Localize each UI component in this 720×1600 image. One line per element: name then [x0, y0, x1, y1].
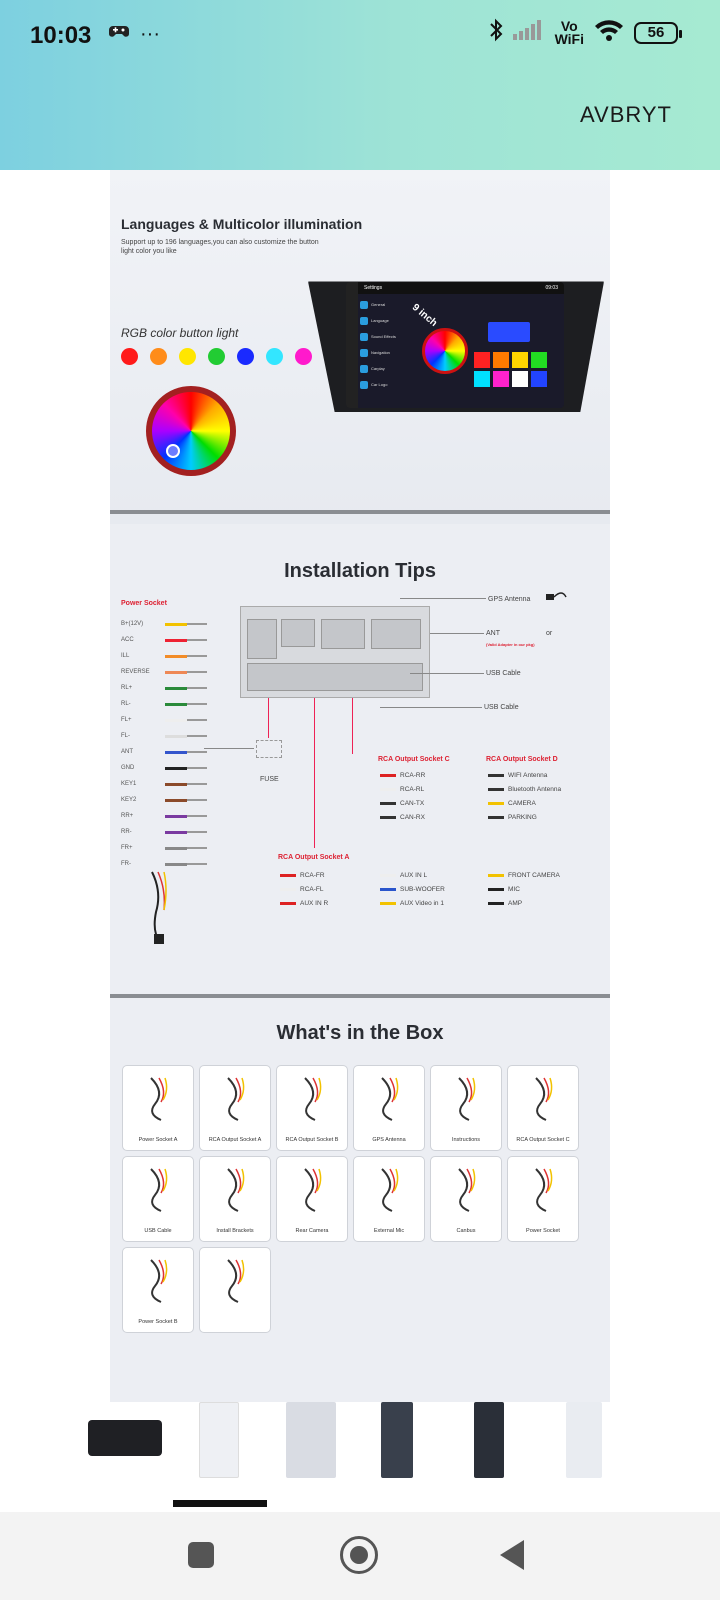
box-item-caption: Rear Camera [295, 1228, 329, 1234]
connector-item [280, 868, 328, 882]
wire-label: RL- [121, 701, 131, 707]
wire-row [121, 744, 207, 760]
wire-color-swatch [165, 687, 187, 690]
connector-line [314, 698, 315, 848]
aux-list [380, 868, 445, 910]
screen-menu-item [360, 378, 406, 391]
box-items-grid [122, 1065, 579, 1333]
box-item-illustration [449, 1167, 485, 1213]
wifi-icon [594, 19, 624, 46]
box-item-card [199, 1247, 271, 1333]
plug-icon [280, 888, 296, 891]
wire-line [187, 815, 207, 817]
box-item-caption: RCA Output Socket B [285, 1137, 339, 1143]
wire-row [121, 792, 207, 808]
screen-swatch [512, 371, 528, 387]
rca-d-title: RCA Output Socket D [486, 756, 558, 763]
box-item-caption: Power Socket B [138, 1319, 178, 1325]
leader-line [410, 673, 484, 674]
wire-label: RR- [121, 829, 132, 835]
connector-label: RCA-RR [400, 771, 426, 779]
box-item-card [507, 1156, 579, 1242]
connector-item [488, 768, 561, 782]
section-divider [110, 994, 610, 998]
languages-title: Languages & Multicolor illumination [121, 216, 363, 232]
more-notifications-icon: ··· [140, 22, 160, 45]
wire-color-swatch [165, 767, 187, 770]
menu-item-icon [360, 333, 368, 341]
or-label: or [546, 630, 553, 637]
wire-label: KEY2 [121, 797, 137, 803]
plug-icon [488, 802, 504, 805]
connector-item [380, 810, 425, 824]
wire-row [121, 696, 207, 712]
wire-label: FR+ [121, 845, 133, 851]
signal-icon [513, 20, 545, 45]
wire-line [187, 799, 207, 801]
gallery-thumbnail[interactable] [474, 1402, 504, 1478]
box-item-card [122, 1156, 194, 1242]
wire-row [121, 680, 207, 696]
plug-icon [380, 902, 396, 905]
connector-item [488, 896, 560, 910]
screen-color-wheel [422, 328, 468, 374]
languages-section [110, 170, 610, 524]
vowifi-icon: Vo WiFi [554, 17, 584, 47]
connector-block [321, 619, 365, 649]
menu-item-icon [360, 349, 368, 357]
box-item-illustration [526, 1076, 562, 1122]
box-item-card [353, 1156, 425, 1242]
wire-label: GND [121, 765, 135, 771]
box-item-illustration [372, 1076, 408, 1122]
usb-cable-label-1: USB Cable [486, 670, 521, 677]
rca-a-list [280, 868, 328, 910]
wire-color-swatch [165, 639, 187, 642]
plug-icon [488, 874, 504, 877]
box-item-illustration [295, 1076, 331, 1122]
screen-swatch [474, 352, 490, 368]
wire-line [187, 687, 207, 689]
box-item-illustration [141, 1258, 177, 1304]
box-item-card [199, 1065, 271, 1151]
connector-item [488, 810, 561, 824]
gallery-selected-indicator [173, 1500, 267, 1507]
connector-block [371, 619, 421, 649]
gps-antenna-label: GPS Antenna [488, 596, 531, 603]
connector-item [380, 896, 445, 910]
wire-line [187, 623, 207, 625]
rgb-color-dot [295, 348, 312, 365]
wire-color-swatch [165, 671, 187, 674]
wire-label: FR- [121, 861, 131, 867]
plug-icon [380, 888, 396, 891]
wire-row [121, 632, 207, 648]
connector-label: RCA-FR [300, 871, 325, 879]
connector-item [380, 868, 445, 882]
home-button[interactable] [340, 1536, 378, 1574]
box-item-illustration [295, 1167, 331, 1213]
wire-line [187, 863, 207, 865]
wire-color-swatch [165, 623, 187, 626]
wire-list [121, 616, 207, 872]
box-item-illustration [218, 1076, 254, 1122]
wire-label: FL+ [121, 717, 132, 723]
wire-row [121, 808, 207, 824]
wire-label: REVERSE [121, 669, 150, 675]
connector-label: RCA-FL [300, 885, 324, 893]
screen-menu-item [360, 330, 406, 343]
box-item-card [276, 1065, 348, 1151]
back-button[interactable] [500, 1540, 524, 1570]
box-item-card [276, 1156, 348, 1242]
connector-item [380, 782, 425, 796]
screen-swatch [531, 371, 547, 387]
screen-menu-label: Car Logo [371, 382, 388, 387]
color-wheel [146, 386, 236, 476]
screen-menu-item [360, 298, 406, 311]
connector-item [488, 868, 560, 882]
connector-label: PARKING [508, 813, 537, 821]
connector-item [280, 896, 328, 910]
box-item-card [122, 1247, 194, 1333]
rgb-color-dot [150, 348, 167, 365]
menu-item-icon [360, 317, 368, 325]
box-item-caption: USB Cable [144, 1228, 172, 1234]
leader-line [430, 633, 484, 634]
status-left-icons [108, 22, 160, 46]
gallery-thumbnail[interactable] [199, 1402, 239, 1478]
connector-label: CAN-TX [400, 799, 425, 807]
plug-icon [380, 774, 396, 777]
box-item-caption: Install Brackets [216, 1228, 254, 1234]
box-item-illustration [526, 1167, 562, 1213]
plug-icon [488, 774, 504, 777]
connector-line [268, 698, 269, 738]
screen-menu-label: Carplay [371, 366, 385, 371]
box-item-illustration [372, 1167, 408, 1213]
connector-item [280, 882, 328, 896]
wire-label: ILL [121, 653, 130, 659]
cancel-button[interactable]: AVBRYT [580, 102, 672, 127]
connector-item [380, 796, 425, 810]
menu-item-icon [360, 365, 368, 373]
radio-screen [346, 282, 564, 408]
plug-icon [380, 788, 396, 791]
installation-title: Installation Tips [284, 560, 436, 582]
ant-label: ANT [486, 630, 500, 637]
wire-line [187, 655, 207, 657]
gallery-thumbnail[interactable] [286, 1402, 336, 1478]
box-item-illustration [141, 1076, 177, 1122]
battery-indicator: 56 [634, 22, 678, 44]
connector-item [380, 768, 425, 782]
fuse-label: FUSE [260, 776, 279, 783]
wire-row [121, 664, 207, 680]
rgb-label: RGB color button light [121, 326, 239, 340]
connector-label: WIFI Antenna [508, 771, 548, 779]
screen-menu-label: Navigation [371, 350, 390, 355]
plug-icon [488, 888, 504, 891]
box-item-caption: Power Socket [526, 1228, 560, 1234]
menu-item-icon [360, 381, 368, 389]
screen-swatches [474, 352, 547, 387]
screen-swatch [493, 371, 509, 387]
screen-menu-item [360, 314, 406, 327]
box-title: What's in the Box [276, 1022, 444, 1044]
connector-line [352, 698, 353, 754]
wiring-harness-icon [146, 870, 176, 951]
rgb-color-dot [208, 348, 225, 365]
plug-icon [488, 816, 504, 819]
screen-size-label: 9 inch [409, 301, 440, 330]
connector-label: SUB-WOOFER [400, 885, 445, 893]
camera-list [488, 868, 560, 910]
recents-button[interactable] [188, 1542, 214, 1568]
wire-line [187, 735, 207, 737]
gallery-thumbnails [0, 1398, 720, 1482]
bluetooth-icon [489, 18, 503, 47]
connector-block [247, 619, 277, 659]
status-time: 10:03 [30, 22, 92, 49]
plug-icon [488, 902, 504, 905]
box-item-caption: Power Socket A [138, 1137, 178, 1143]
wire-label: ANT [121, 749, 133, 755]
screen-topbar: Settings 09:03 [358, 282, 564, 294]
rca-a-title: RCA Output Socket A [278, 854, 350, 861]
box-item-card [353, 1065, 425, 1151]
wire-color-swatch [165, 815, 187, 818]
rgb-color-dot [266, 348, 283, 365]
plug-icon [380, 802, 396, 805]
box-item-card [199, 1156, 271, 1242]
leader-line [400, 598, 486, 599]
wire-row [121, 616, 207, 632]
box-item-illustration [141, 1167, 177, 1213]
screen-menu-item [360, 346, 406, 359]
screen-swatch [512, 352, 528, 368]
screen-blue-block [488, 322, 530, 342]
plug-icon [280, 902, 296, 905]
wire-line [187, 703, 207, 705]
box-item-card [430, 1156, 502, 1242]
wire-label: RL+ [121, 685, 133, 691]
connector-label: AUX IN R [300, 899, 329, 907]
ant-note: (Valid Adapter in our pkg) [486, 642, 535, 647]
wire-row [121, 712, 207, 728]
wire-color-swatch [165, 735, 187, 738]
connector-label: AUX IN L [400, 871, 428, 879]
game-controller-icon [108, 22, 130, 46]
connector-label: AUX Video in 1 [400, 899, 444, 907]
wire-row [121, 824, 207, 840]
rgb-color-dot [237, 348, 254, 365]
wire-label: KEY1 [121, 781, 137, 787]
app-header [0, 0, 720, 170]
box-item-illustration [218, 1167, 254, 1213]
product-image[interactable] [110, 170, 610, 1402]
wire-row [121, 840, 207, 856]
wire-row [121, 648, 207, 664]
usb-cable-label-2: USB Cable [484, 704, 519, 711]
wire-line [187, 639, 207, 641]
gps-antenna-icon [544, 588, 568, 609]
box-item-caption: RCA Output Socket A [208, 1137, 262, 1143]
leader-line [204, 748, 254, 749]
gallery-thumbnail[interactable] [381, 1402, 413, 1478]
wire-color-swatch [165, 719, 187, 722]
connector-label: FRONT CAMERA [508, 871, 560, 879]
wire-label: B+(12V) [121, 621, 144, 627]
connector-label: CAMERA [508, 799, 536, 807]
wire-label: ACC [121, 637, 134, 643]
connector-block [281, 619, 315, 647]
connector-item [380, 882, 445, 896]
box-item-illustration [449, 1076, 485, 1122]
rgb-color-dots [121, 348, 312, 365]
connector-item [488, 882, 560, 896]
wire-line [187, 847, 207, 849]
wire-line [187, 751, 207, 753]
rca-c-list [380, 768, 425, 824]
screen-swatch [531, 352, 547, 368]
screen-swatch [493, 352, 509, 368]
rgb-color-dot [179, 348, 196, 365]
section-divider [110, 510, 610, 514]
box-item-card [122, 1065, 194, 1151]
rca-c-title: RCA Output Socket C [378, 756, 450, 763]
connector-item [488, 782, 561, 796]
wire-color-swatch [165, 847, 187, 850]
screen-menu [360, 298, 406, 394]
connector-strip [247, 663, 423, 691]
menu-item-icon [360, 301, 368, 309]
gallery-thumbnail[interactable] [88, 1420, 162, 1456]
rgb-color-dot [121, 348, 138, 365]
color-wheel-knob [166, 444, 180, 458]
wire-color-swatch [165, 863, 187, 866]
status-right-icons [489, 18, 678, 47]
screen-menu-label: Language [371, 318, 389, 323]
wire-row [121, 760, 207, 776]
system-navbar [0, 1512, 720, 1600]
connector-label: AMP [508, 899, 523, 907]
fuse-box [256, 740, 282, 758]
wire-row [121, 728, 207, 744]
wire-row [121, 776, 207, 792]
screen-menu-label: Sound Effects [371, 334, 396, 339]
plug-icon [280, 874, 296, 877]
plug-icon [488, 788, 504, 791]
box-item-caption: Instructions [451, 1137, 481, 1143]
gallery-thumbnail[interactable] [566, 1402, 602, 1478]
screen-side-bar [346, 282, 358, 408]
wire-line [187, 767, 207, 769]
box-item-caption: RCA Output Socket C [516, 1137, 570, 1143]
connector-label: MIC [508, 885, 520, 893]
wire-color-swatch [165, 799, 187, 802]
wire-color-swatch [165, 751, 187, 754]
connector-label: Bluetooth Antenna [508, 785, 562, 793]
screen-menu-item [360, 362, 406, 375]
plug-icon [380, 816, 396, 819]
connector-label: RCA-RL [400, 785, 425, 793]
wire-color-swatch [165, 783, 187, 786]
connector-item [488, 796, 561, 810]
wire-label: RR+ [121, 813, 134, 819]
box-item-caption: GPS Antenna [372, 1137, 406, 1143]
screen-menu-label: General [371, 302, 386, 307]
head-unit-rear [240, 606, 430, 698]
connector-label: CAN-RX [400, 813, 425, 821]
wire-line [187, 719, 207, 721]
rca-d-list [488, 768, 561, 824]
languages-subtitle: Support up to 196 languages,you can also customize the button light color you like [121, 239, 319, 255]
wire-color-swatch [165, 831, 187, 834]
plug-icon [380, 874, 396, 877]
leader-line [380, 707, 482, 708]
box-item-card [430, 1065, 502, 1151]
box-item-caption: External Mic [373, 1228, 405, 1234]
power-socket-label: Power Socket [121, 600, 167, 607]
wire-line [187, 831, 207, 833]
wire-label: FL- [121, 733, 130, 739]
wire-line [187, 671, 207, 673]
wire-line [187, 783, 207, 785]
screen-swatch [474, 371, 490, 387]
wire-color-swatch [165, 703, 187, 706]
box-item-illustration [218, 1258, 254, 1304]
wire-color-swatch [165, 655, 187, 658]
box-item-card [507, 1065, 579, 1151]
box-item-caption: Canbus [456, 1228, 476, 1234]
